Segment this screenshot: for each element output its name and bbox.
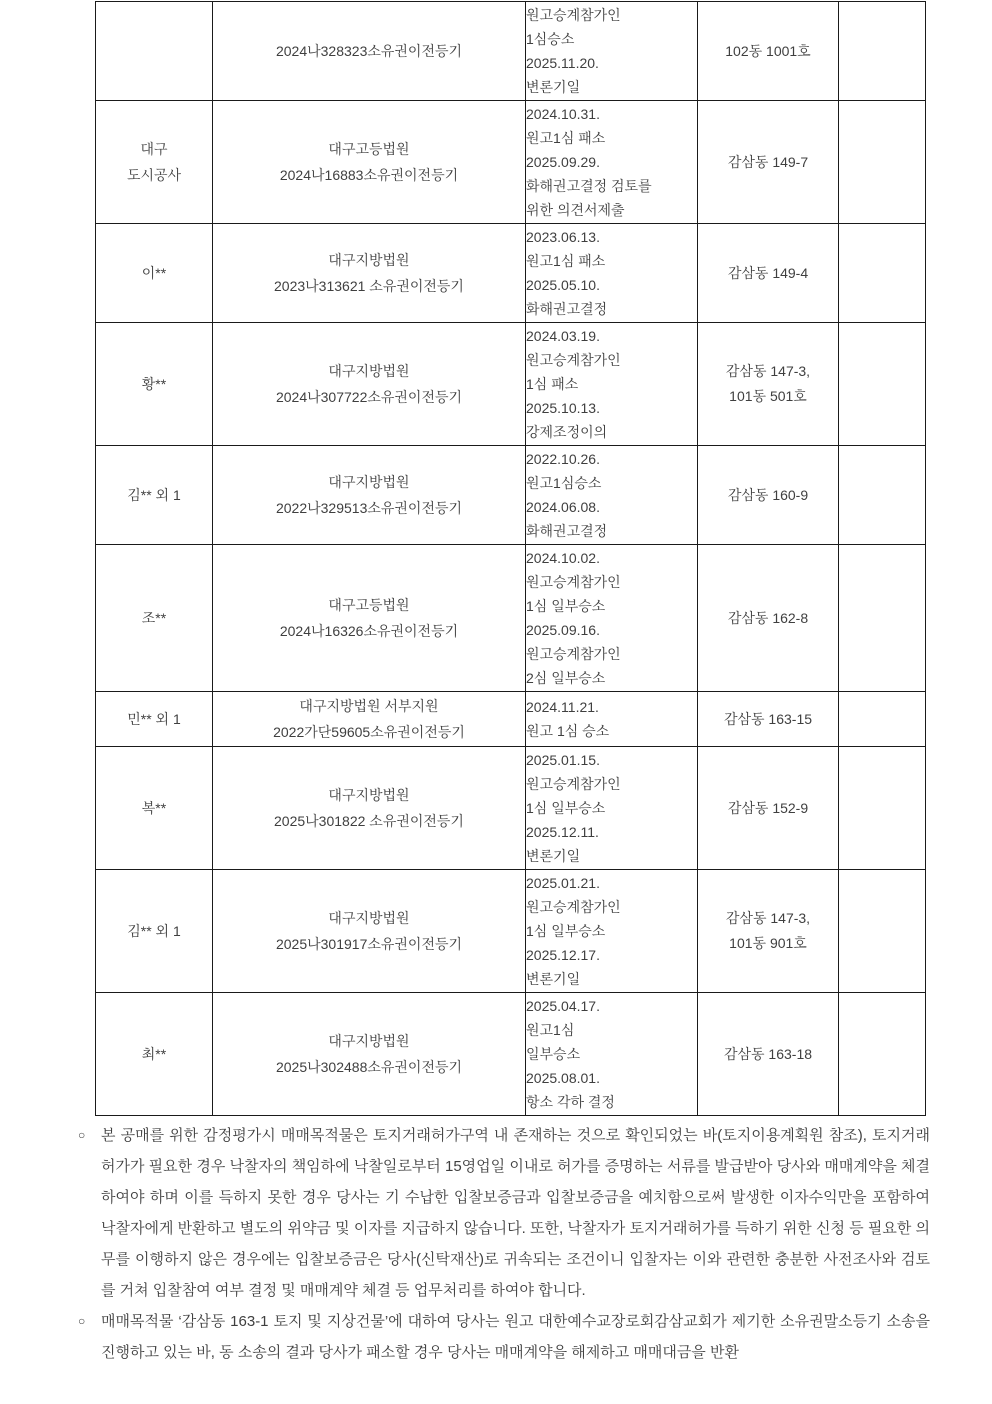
cell-line: 화해권고결정 bbox=[526, 523, 608, 539]
cell-line: 대구지방법원 bbox=[328, 1033, 410, 1049]
table-row bbox=[96, 692, 926, 747]
note-text: 본 공매를 위한 감정평가시 매매목적물은 토지거래허가구역 내 존재하는 것으로 확인되었는 바(토지이용계획원 참조), 토지거래허가가 필요한 경우 낙찰자의 책임하에 낙찰일로부터 15영업일 이내로 허가를 증명하는 서류를 발급받아 당사와 매매계약을 체결하여야 하며 이를 득하지 못한 경우 당사는 기 수납한 입찰보증금과 입찰보증금을 예치함으로써 발생한 이자수익만을 포함하여 낙찰자에게 반환하고 별도의 위약금 및 이자를 지급하지 않습니다. 또한, 낙찰자가 토지거래허가를 득하기 위한 신청 등 필요한 의무를 이행하지 않은 경우에는 입찰보증금은 당사(신탁재산)로 귀속되는 조건이니 입찰자는 이와 관련한 충분한 사전조사와 검토를 거쳐 입찰참여 여부 결정 및 매매계약 체결 등 업무처리를 하여야 합니다. bbox=[101, 1127, 930, 1299]
cell-line: 변론기일 bbox=[526, 79, 581, 95]
case-cell bbox=[213, 993, 526, 1116]
cell-line: 1심승소 bbox=[526, 31, 575, 47]
cell-line: 원고승계참가인 bbox=[526, 899, 621, 915]
note-cell bbox=[839, 224, 926, 323]
location-cell bbox=[698, 870, 839, 993]
table-row bbox=[96, 2, 926, 101]
notes-section bbox=[78, 1120, 930, 1368]
cell-line: 2024나16883소유권이전등기 bbox=[279, 167, 459, 183]
cell-line: 감삼동 152-9 bbox=[727, 799, 809, 816]
party-cell bbox=[96, 747, 213, 870]
case-table-body bbox=[96, 2, 926, 1116]
note-item bbox=[78, 1306, 930, 1368]
cell-line: 원고1심 패소 bbox=[526, 130, 606, 146]
cell-line: 101동 901호 bbox=[729, 935, 807, 951]
party-cell bbox=[96, 993, 213, 1116]
location-cell bbox=[698, 446, 839, 545]
case-cell bbox=[213, 870, 526, 993]
note-cell bbox=[839, 323, 926, 446]
status-cell bbox=[526, 692, 698, 747]
cell-line: 강제조정이의 bbox=[526, 424, 608, 440]
cell-line: 2024나328323소유권이전등기 bbox=[275, 43, 463, 59]
cell-line: 2025.01.21. bbox=[526, 875, 600, 891]
status-cell bbox=[526, 993, 698, 1116]
cell-line: 2025.12.17. bbox=[526, 947, 600, 963]
cell-line: 대구 bbox=[140, 141, 168, 157]
cell-line: 변론기일 bbox=[526, 848, 581, 864]
cell-line: 대구지방법원 bbox=[328, 252, 410, 268]
cell-line: 김** 외 1 bbox=[127, 487, 181, 503]
cell-line: 대구지방법원 서부지원 bbox=[299, 698, 439, 714]
cell-line: 대구고등법원 bbox=[328, 597, 410, 613]
table-row bbox=[96, 323, 926, 446]
case-cell bbox=[213, 747, 526, 870]
cell-line: 1심 일부승소 bbox=[526, 598, 606, 614]
location-cell bbox=[698, 323, 839, 446]
cell-line: 원고승계참가인 bbox=[526, 646, 621, 662]
status-cell bbox=[526, 323, 698, 446]
cell-line: 2022나329513소유권이전등기 bbox=[275, 500, 463, 516]
cell-line: 1심 일부승소 bbox=[526, 923, 606, 939]
case-cell bbox=[213, 692, 526, 747]
cell-line: 2024나307722소유권이전등기 bbox=[275, 389, 463, 405]
cell-line: 2025.11.20. bbox=[526, 55, 599, 71]
cell-line: 원고승계참가인 bbox=[526, 574, 621, 590]
note-cell bbox=[839, 692, 926, 747]
circle-bullet: ○ bbox=[78, 1128, 86, 1142]
circle-bullet: ○ bbox=[78, 1314, 86, 1328]
cell-line: 원고승계참가인 bbox=[526, 776, 621, 792]
table-row bbox=[96, 993, 926, 1116]
table-row bbox=[96, 446, 926, 545]
cell-line: 감삼동 149-4 bbox=[727, 264, 809, 281]
cell-line: 2024.10.31. bbox=[526, 106, 600, 122]
note-cell bbox=[839, 2, 926, 101]
cell-line: 2023.06.13. bbox=[526, 229, 600, 245]
case-cell bbox=[213, 446, 526, 545]
cell-line: 항소 각하 결정 bbox=[526, 1094, 615, 1110]
cell-line: 김** 외 1 bbox=[127, 923, 181, 939]
cell-line: 102동 1001호 bbox=[725, 42, 811, 59]
case-cell bbox=[213, 2, 526, 101]
cell-line: 1심 패소 bbox=[526, 376, 579, 392]
cell-line: 이** bbox=[141, 265, 167, 281]
cell-line: 감삼동 160-9 bbox=[727, 486, 809, 503]
party-cell bbox=[96, 446, 213, 545]
cell-line: 101동 501호 bbox=[729, 388, 807, 404]
status-cell bbox=[526, 446, 698, 545]
cell-line: 감삼동 147-3, bbox=[725, 910, 811, 926]
cell-line: 일부승소 bbox=[526, 1046, 581, 1062]
cell-line: 대구고등법원 bbox=[328, 141, 410, 157]
table-row bbox=[96, 224, 926, 323]
location-cell bbox=[698, 692, 839, 747]
cell-line: 2024.03.19. bbox=[526, 328, 600, 344]
table-row bbox=[96, 545, 926, 692]
cell-line: 2025.12.11. bbox=[526, 824, 599, 840]
status-cell bbox=[526, 747, 698, 870]
litigation-table bbox=[95, 1, 926, 1116]
cell-line: 2025나301822 소유권이전등기 bbox=[274, 813, 464, 829]
status-cell bbox=[526, 2, 698, 101]
cell-line: 원고 1심 승소 bbox=[526, 723, 610, 739]
cell-line: 대구지방법원 bbox=[328, 910, 410, 926]
case-cell bbox=[213, 323, 526, 446]
cell-line: 1심 일부승소 bbox=[526, 800, 606, 816]
cell-line: 2024.11.21. bbox=[526, 699, 599, 715]
party-cell bbox=[96, 2, 213, 101]
party-cell bbox=[96, 545, 213, 692]
cell-line: 2024나16326소유권이전등기 bbox=[279, 623, 459, 639]
cell-line: 2025.08.01. bbox=[526, 1070, 600, 1086]
cell-line: 화해권고결정 bbox=[526, 301, 608, 317]
party-cell bbox=[96, 224, 213, 323]
cell-line: 원고승계참가인 bbox=[526, 352, 621, 368]
location-cell bbox=[698, 224, 839, 323]
cell-line: 원고1심승소 bbox=[526, 475, 602, 491]
cell-line: 2023나313621 소유권이전등기 bbox=[274, 278, 464, 294]
status-cell bbox=[526, 545, 698, 692]
cell-line: 대구지방법원 bbox=[328, 474, 410, 490]
cell-line: 2024.10.02. bbox=[526, 550, 600, 566]
note-item bbox=[78, 1120, 930, 1306]
status-cell bbox=[526, 224, 698, 323]
case-cell bbox=[213, 545, 526, 692]
cell-line: 원고승계참가인 bbox=[526, 7, 621, 23]
note-cell bbox=[839, 993, 926, 1116]
party-cell bbox=[96, 101, 213, 224]
cell-line: 감삼동 162-8 bbox=[727, 609, 809, 626]
cell-line: 민** 외 1 bbox=[127, 711, 181, 727]
cell-line: 복** bbox=[141, 800, 167, 816]
note-cell bbox=[839, 446, 926, 545]
cell-line: 감삼동 163-18 bbox=[723, 1045, 813, 1062]
status-cell bbox=[526, 101, 698, 224]
cell-line: 원고1심 패소 bbox=[526, 253, 606, 269]
cell-line: 2025.05.10. bbox=[526, 277, 600, 293]
cell-line: 대구지방법원 bbox=[328, 363, 410, 379]
cell-line: 감삼동 147-3, bbox=[725, 363, 811, 379]
cell-line: 2심 일부승소 bbox=[526, 670, 606, 686]
cell-line: 2024.06.08. bbox=[526, 499, 600, 515]
party-cell bbox=[96, 323, 213, 446]
cell-line: 2025.09.29. bbox=[526, 154, 600, 170]
note-text: 매매목적물 ‘감삼동 163-1 토지 및 지상건물’에 대하여 당사는 원고 대한예수교장로회감삼교회가 제기한 소유권말소등기 소송을 진행하고 있는 바, 동 소송의 결과 당사가 패소할 경우 당사는 매매계약을 해제하고 매매대금을 반환 bbox=[101, 1313, 930, 1361]
table-row bbox=[96, 747, 926, 870]
table-row bbox=[96, 101, 926, 224]
cell-line: 감삼동 163-15 bbox=[723, 710, 813, 727]
cell-line: 도시공사 bbox=[126, 167, 182, 183]
cell-line: 2025나302488소유권이전등기 bbox=[275, 1059, 463, 1075]
note-cell bbox=[839, 747, 926, 870]
table-row bbox=[96, 870, 926, 993]
cell-line: 감삼동 149-7 bbox=[727, 153, 809, 170]
cell-line: 2025.04.17. bbox=[526, 998, 600, 1014]
cell-line: 2022.10.26. bbox=[526, 451, 600, 467]
cell-line: 2025.10.13. bbox=[526, 400, 600, 416]
location-cell bbox=[698, 101, 839, 224]
location-cell bbox=[698, 545, 839, 692]
cell-line: 2025.01.15. bbox=[526, 752, 600, 768]
document-page bbox=[0, 1, 992, 1404]
note-cell bbox=[839, 545, 926, 692]
cell-line: 화해권고결정 검토를 bbox=[526, 178, 652, 194]
cell-line: 2022가단59605소유권이전등기 bbox=[273, 724, 465, 740]
cell-line: 변론기일 bbox=[526, 971, 581, 987]
note-cell bbox=[839, 101, 926, 224]
cell-line: 2025.09.16. bbox=[526, 622, 600, 638]
cell-line: 조** bbox=[141, 610, 167, 626]
note-cell bbox=[839, 870, 926, 993]
cell-line: 최** bbox=[141, 1046, 167, 1062]
status-cell bbox=[526, 870, 698, 993]
location-cell bbox=[698, 993, 839, 1116]
cell-line: 황** bbox=[141, 376, 167, 392]
case-cell bbox=[213, 224, 526, 323]
location-cell bbox=[698, 747, 839, 870]
party-cell bbox=[96, 870, 213, 993]
cell-line: 위한 의견서제출 bbox=[526, 202, 625, 218]
cell-line: 원고1심 bbox=[526, 1022, 575, 1038]
cell-line: 대구지방법원 bbox=[328, 787, 410, 803]
case-cell bbox=[213, 101, 526, 224]
location-cell bbox=[698, 2, 839, 101]
cell-line: 2025나301917소유권이전등기 bbox=[275, 936, 463, 952]
party-cell bbox=[96, 692, 213, 747]
